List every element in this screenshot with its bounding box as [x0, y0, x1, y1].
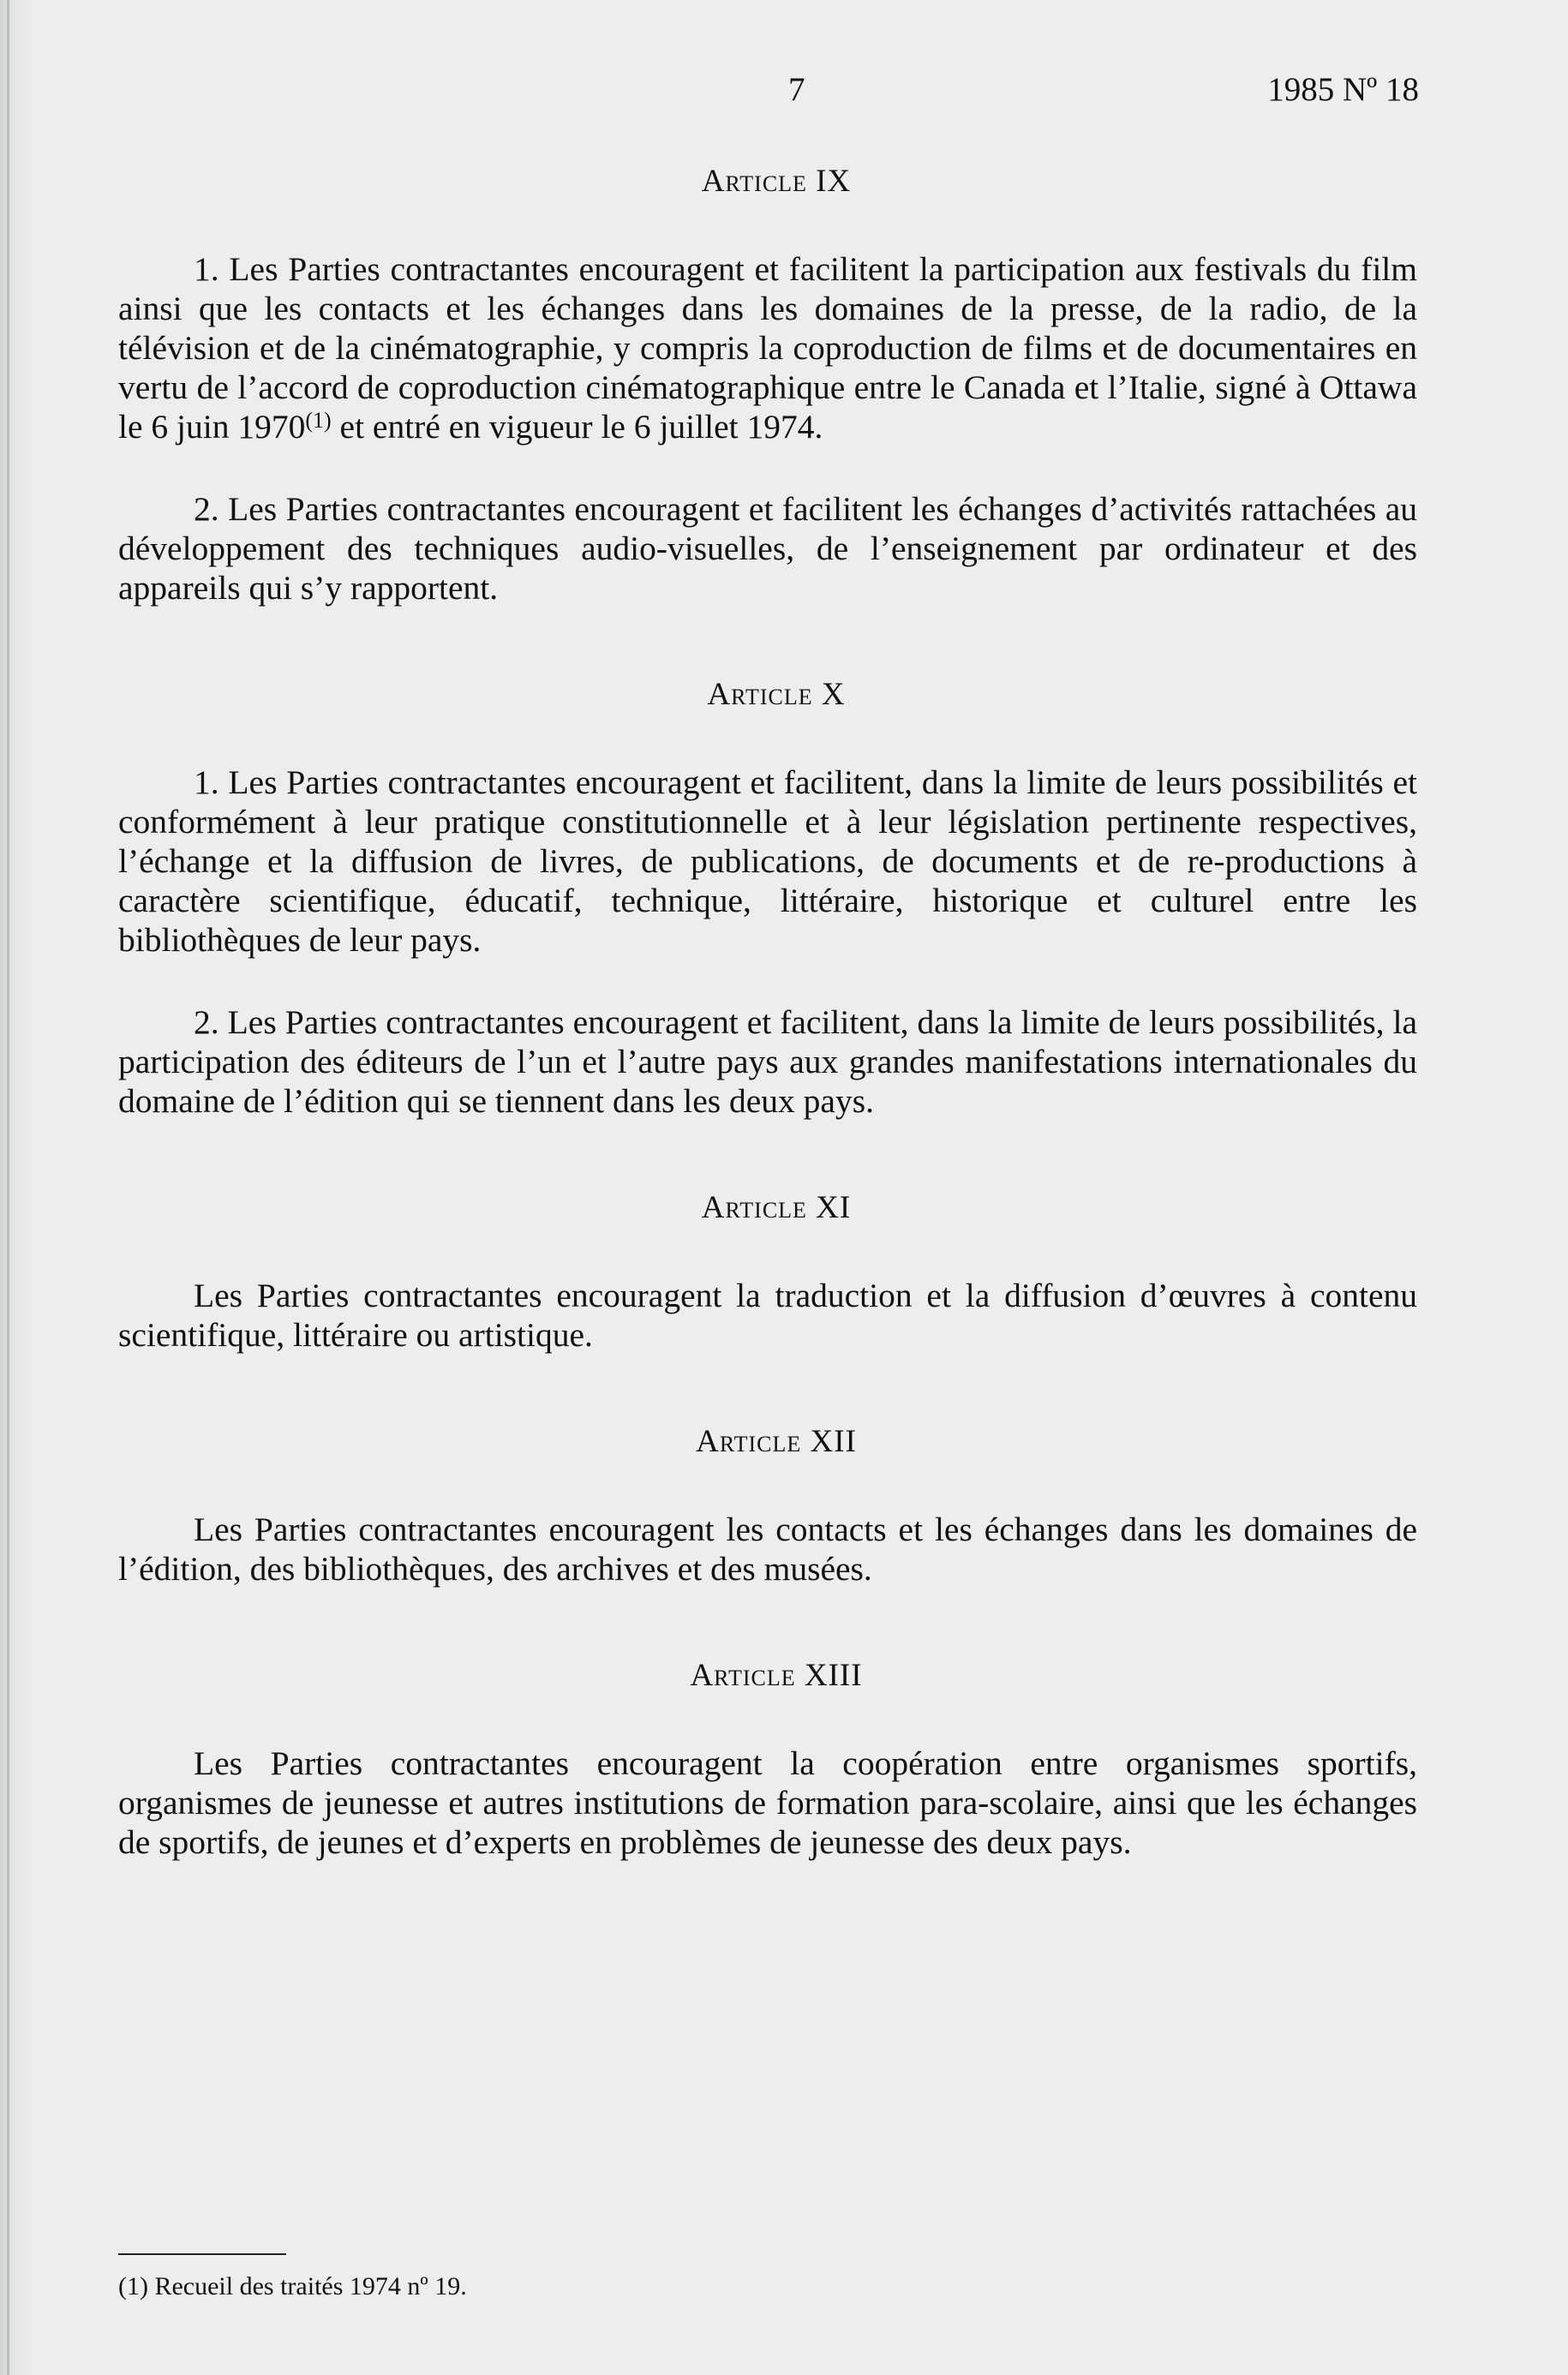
article-paragraph: 2. Les Parties contractantes encouragent et facilitent les échanges d’activités rattachées au développement des techniques audio-visuelles, de l’enseignement par ordinateur et des appareils qui s’y rapportent. — [118, 490, 1417, 607]
article-paragraph: Les Parties contractantes encouragent la coopération entre organismes sportifs, organismes de jeunesse et autres institutions de formation para-scolaire, ainsi que les échanges de sportifs, de jeunes et d’experts en problèmes de jeunesse des deux pays. — [118, 1744, 1417, 1861]
article-xii — [118, 1423, 1417, 1588]
footnote-divider — [118, 2253, 286, 2255]
paragraph-text-tail: et entré en vigueur le 6 juillet 1974. — [331, 408, 823, 446]
article-title: Article XIII — [690, 1658, 863, 1693]
article-title: Article XII — [696, 1424, 857, 1459]
page-header — [0, 70, 1568, 122]
article-paragraph: 2. Les Parties contractantes encouragent et facilitent, dans la limite de leurs possibilités, la participation des éditeurs de l’un et l’autre pays aux grandes manifestations internationales du domaine de l’édition qui se tiennent dans les deux pays. — [118, 1003, 1417, 1120]
article-x — [118, 676, 1417, 1121]
document-reference: 1985 Nº 18 — [1267, 71, 1419, 108]
binding-edge — [7, 0, 9, 2375]
footnote-marker: (1) — [305, 408, 332, 433]
document-body — [118, 163, 1417, 1862]
paragraph-text: 1. Les Parties contractantes encouragent et facilitent la participation aux festivals du film ainsi que les contacts et les échanges dans les domaines de la presse, de la radio, de la télévision et de la cinématographie, y compris la coproduction de films et de documentaires en vertu de l’accord de coproduction cinématographique entre le Canada et l’Italie, signé à Ottawa le 6 juin 1970 — [118, 250, 1417, 446]
page-number: 7 — [788, 71, 805, 108]
article-xiii — [118, 1657, 1417, 1862]
article-paragraph: Les Parties contractantes encouragent les contacts et les échanges dans les domaines de l’édition, des bibliothèques, des archives et des musées. — [118, 1511, 1417, 1588]
article-paragraph: 1. Les Parties contractantes encouragent et facilitent, dans la limite de leurs possibilités et conformément à leur pratique constitutionnelle et à leur législation pertinente respectives, l’échange et la diffusion de livres, de publications, de documents et de re-productions à caractère scientifique, éducatif, technique, littéraire, historique et culturel entre les bibliothèques de leur pays. — [118, 763, 1417, 959]
article-title: Article XI — [701, 1190, 852, 1225]
article-paragraph: Les Parties contractantes encouragent la traduction et la diffusion d’œuvres à contenu scientifique, littéraire ou artistique. — [118, 1277, 1417, 1354]
article-title: Article IX — [701, 164, 852, 199]
article-paragraph — [118, 249, 1417, 446]
article-title: Article X — [707, 677, 846, 712]
article-ix — [118, 163, 1417, 607]
footnote: (1) Recueil des traités 1974 nº 19. — [118, 2272, 467, 2300]
article-xi — [118, 1189, 1417, 1355]
